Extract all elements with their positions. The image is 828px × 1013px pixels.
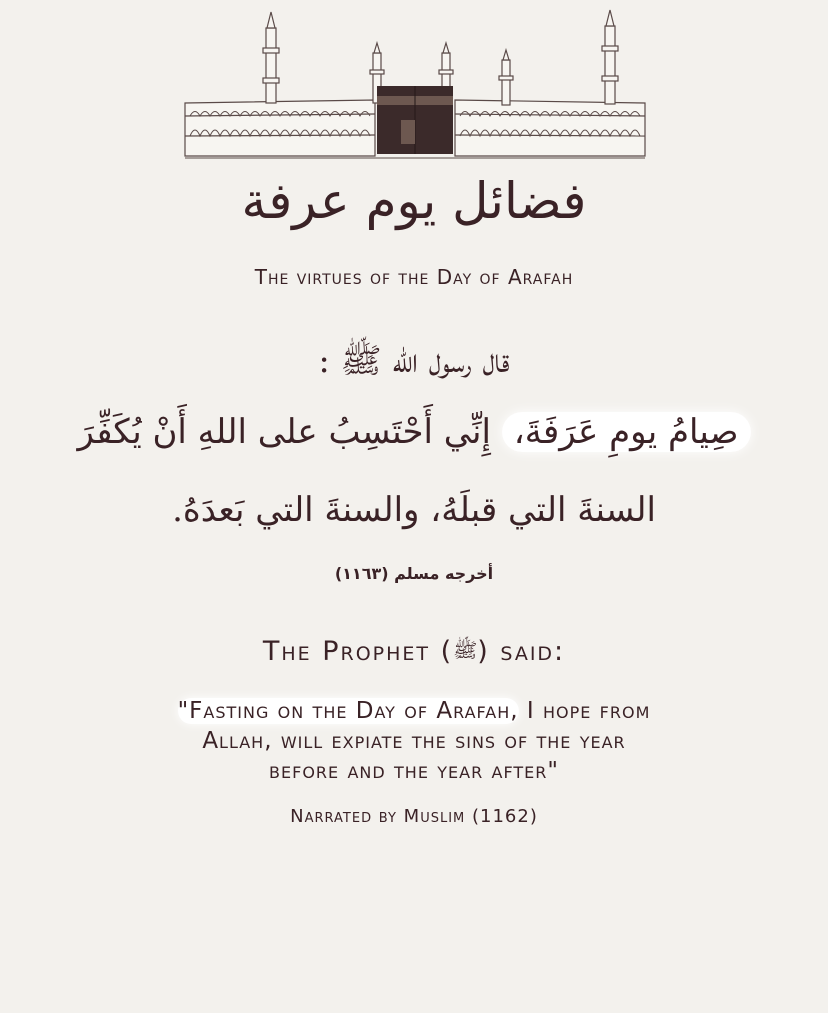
salawat-seal-icon: ﷺ <box>453 638 478 662</box>
hadith-arabic-line-3: السنةَ التي قبلَهُ، والسنةَ التي بَعدَهُ. <box>172 490 656 530</box>
hadith-arabic-line-1: قال رسول الله ﷺ : <box>318 341 510 381</box>
arabic-title: فضائل يوم عرفة <box>241 172 587 230</box>
hadith-arabic-highlight: صِيامُ يومِ عَرَفَةَ، <box>502 412 751 452</box>
hadith-english-line-1 <box>0 696 828 726</box>
hadith-english-highlight: "Fasting on the Day of Arafah, <box>177 698 519 724</box>
arabic-source: أخرجه مسلم (١١٦٣) <box>334 564 494 583</box>
hadith-arabic-line-2 <box>0 412 828 452</box>
prophet-said-after: ) said: <box>477 636 566 667</box>
kaaba-illustration <box>180 8 650 168</box>
hadith-english <box>0 696 828 786</box>
english-subtitle: The virtues of the Day of Arafah <box>254 265 574 289</box>
prophet-said-before: The Prophet ( <box>262 636 454 667</box>
prophet-said-heading <box>0 636 828 667</box>
hadith-english-line-2: Allah, will expiate the sins of the year <box>202 728 626 754</box>
hadith-arabic-line-2-rest: إِنِّي أَحْتَسِبُ على اللهِ أَنْ يُكَفِّرَ <box>77 412 491 452</box>
narration-source: Narrated by Muslim (1162) <box>290 806 538 827</box>
hadith-english-line-1-rest: I hope from <box>518 698 651 724</box>
hadith-english-line-3: before and the year after" <box>269 758 559 784</box>
